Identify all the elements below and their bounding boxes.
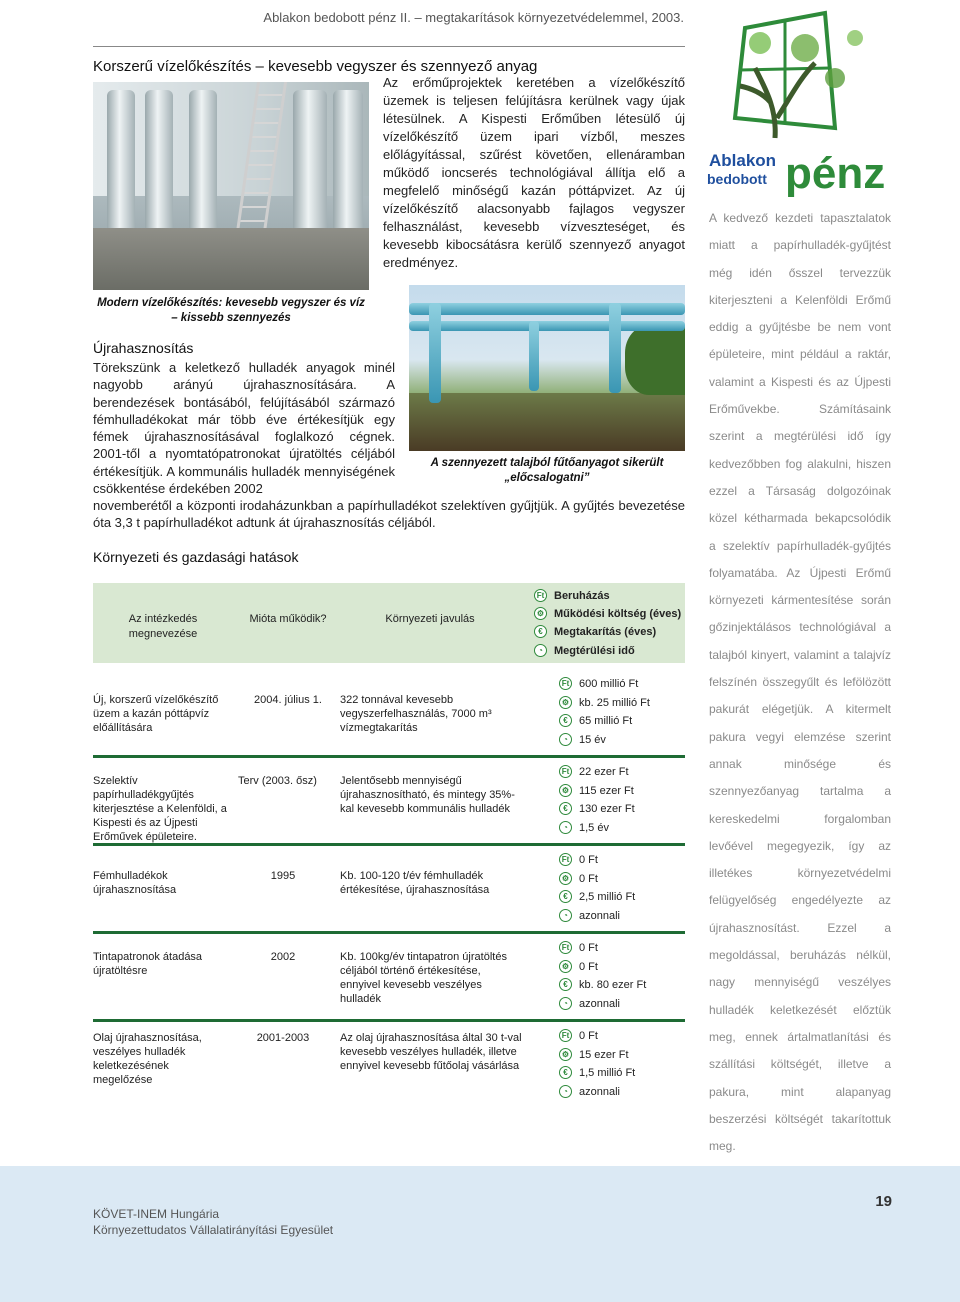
col-header-measure: Az intézkedés megnevezése: [128, 613, 198, 640]
savings-icon: €: [559, 890, 572, 903]
footer-org-name: KÖVET-INEM Hungária: [93, 1207, 220, 1221]
operating-cost-icon: ⚙: [534, 607, 547, 620]
row4-operating-cost: ⚙ 0 Ft: [559, 960, 598, 973]
row4-savings: € kb. 80 ezer Ft: [559, 978, 646, 991]
row-separator: [93, 1019, 685, 1022]
investment-icon: Ft: [559, 941, 572, 954]
savings-icon: €: [559, 802, 572, 815]
row4-measure: Tintapatronok átadása újratöltésre: [93, 951, 203, 977]
operating-cost-icon: ⚙: [559, 784, 572, 797]
row5-savings: € 1,5 millió Ft: [559, 1066, 635, 1079]
row2-improvement: Jelentősebb mennyiségű újrahasznosítható, és mintegy 35%-kal kevesebb kommunális hulladék: [340, 775, 515, 815]
operating-cost-icon: ⚙: [559, 872, 572, 885]
row3-since: 1995: [270, 870, 296, 882]
legend-payback: ◔ Megtérülési idő: [534, 644, 635, 657]
payback-icon: ◔: [559, 821, 572, 834]
row-separator: [93, 755, 685, 758]
row3-savings: € 2,5 millió Ft: [559, 890, 635, 903]
svg-text:Ablakon: Ablakon: [709, 151, 777, 170]
row3-improvement: Kb. 100-120 t/év fémhulladék értékesítése, újrahasznosítása: [340, 870, 490, 896]
row5-payback: ◔ azonnali: [559, 1085, 620, 1098]
svg-text:bedobott: bedobott: [707, 171, 767, 187]
row5-since: 2001-2003: [256, 1032, 310, 1044]
row1-operating-cost: ⚙ kb. 25 millió Ft: [559, 696, 650, 709]
row5-measure: Olaj újrahasznosítása, veszélyes hulladék keletkezésének megelőzése: [93, 1032, 202, 1086]
photo1-caption: Modern vízelőkészítés: kevesebb vegyszer és víz – kissebb szennyezés: [97, 297, 365, 324]
savings-icon: €: [534, 625, 547, 638]
sidebar-paragraph: A kedvező kezdeti tapasztalatok miatt a papírhulladék-gyűjtést még idén ősszel tervezzük kiterjeszteni a Kelenföldi Erőmű eddig a gyűjtésbe be nem vont épületeire, mint például a raktár, valamint a Kispesti és az Újpesti Erőművekbe. Számításaink szerint a megtérülési idő így kedvezőbben fog alakulni, hiszen ezzel a Társaság dolgozóinak közel kétharmada bekapcsolódik a szelektív papírhulladék-gyűjtés folyamatába. Az Újpesti Erőmű környezeti kármentesítése során gőzinjektálásos technológiával a talajból kinyert, valamint a talajvíz felszínén összegyűlt és lefölözött pakurát elégetjük. A kitermelt pakura vegyi elemzése szerint annak minősége és szennyezőanyag tartalma a kereskedelmi forgalomban levőével megegyezik, így az illetékes környezetvédelmi felügyelőség engedélyezte az újrahasznosítást. Ezzel a megoldással, beruházás nélkül, nagy mennyiségű veszélyes hulladék keletkezését előztük meg, ennek ártalmatlanítási és szállítási költségét, illetve a pakura, mint alapanyag beszerzési költségét takarítottuk meg.: [709, 211, 891, 1154]
row-separator: [93, 931, 685, 934]
ablakon-bedobott-penz-logo: [705, 8, 895, 198]
row1-payback: ◔ 15 év: [559, 733, 606, 746]
legend-savings: € Megtakarítás (éves): [534, 625, 656, 638]
page-number: 19: [875, 1193, 892, 1210]
window-tree-icon: [705, 8, 895, 148]
row2-operating-cost: ⚙ 115 ezer Ft: [559, 784, 634, 797]
footer-organization: [93, 1206, 333, 1238]
row3-investment: Ft 0 Ft: [559, 853, 598, 866]
header-rule: [93, 46, 685, 47]
row2-savings: € 130 ezer Ft: [559, 802, 635, 815]
investment-icon: Ft: [534, 589, 547, 602]
investment-icon: Ft: [559, 853, 572, 866]
photo2-caption: A szennyezett talajból fűtőanyagot sikerült „előcsalogatni”: [430, 457, 664, 484]
payback-icon: ◔: [559, 733, 572, 746]
intro-paragraph: Az erőműprojektek keretében a vízelőkészítő üzemek is teljesen felújításra kerülnek vagy újak létesülnek. A Kispesti Erőműben létesülő új vízelőkészítő üzem ipari vízből, meszes előlágyítással, szűrést követően, ellenáramban működő ioncserés technológiával állítja elő a megfelelő minőségű kazán póttápvizet. Az új vízelőkészítő alacsonyabb fajlagos vegyszer felhasználást, kevesebb vízveszteséget, és kevesebb kibocsátásra kerülő szennyező anyagot eredményez.: [383, 75, 685, 270]
row5-improvement: Az olaj újrahasznosítása által 30 t-val kevesebb veszélyes hulladék, illetve ennyivel kevesebb fűtőolaj vásárlása: [340, 1032, 522, 1072]
investment-icon: Ft: [559, 1029, 572, 1042]
row2-measure: Szelektív papírhulladékgyűjtés kiterjesztése a Kelenföldi, a Kispesti és az Újpesti Erőművek épületeire.: [93, 775, 227, 843]
contaminated-soil-photo: [409, 285, 685, 451]
recycling-paragraph: Törekszünk a keletkező hulladék anyagok minél nagyobb arányú újrahasznosítására. A berendezések bontásából, felújításából származó fémhulladékokat már több éve értékesítjük egy fémek újrahasznosításával foglalkozó cégnek. 2001-től a nyomtatópatronokat újratöltés céljából értékesítjük. A kommunális hulladék mennyiségének csökkentése érdekében 2002: [93, 360, 395, 497]
row-separator: [93, 843, 685, 846]
row4-payback: ◔ azonnali: [559, 997, 620, 1010]
running-header: Ablakon bedobott pénz II. – megtakarítások környezetvédelemmel, 2003.: [263, 10, 684, 25]
row2-payback: ◔ 1,5 év: [559, 821, 609, 834]
payback-icon: ◔: [559, 1085, 572, 1098]
savings-icon: €: [559, 1066, 572, 1079]
recycling-heading: Újrahasznosítás: [93, 340, 194, 356]
row4-improvement: Kb. 100kg/év tintapatron újratöltés céljából történő értékesítése, ennyivel kevesebb veszélyes hulladék: [340, 951, 507, 1005]
operating-cost-icon: ⚙: [559, 696, 572, 709]
svg-text:pénz: pénz: [785, 149, 886, 198]
operating-cost-icon: ⚙: [559, 960, 572, 973]
recycling-paragraph-cont: novemberétől a központi irodaházunkban a papírhulladékot szelektíven gyűjtjük. A gyűjtés bevezetése óta 3,3 t papírhulladékot adtunk át újrahasznosítás céljából.: [93, 498, 685, 531]
row3-measure: Fémhulladékok újrahasznosítása: [93, 870, 177, 896]
legend-investment: Ft Beruházás: [534, 589, 610, 602]
row4-investment: Ft 0 Ft: [559, 941, 598, 954]
row4-since: 2002: [270, 951, 296, 963]
row5-investment: Ft 0 Ft: [559, 1029, 598, 1042]
row5-operating-cost: ⚙ 15 ezer Ft: [559, 1048, 629, 1061]
savings-icon: €: [559, 978, 572, 991]
investment-icon: Ft: [559, 677, 572, 690]
section-title: Korszerű vízelőkészítés – kevesebb vegyszer és szennyező anyag: [93, 58, 538, 75]
row1-since: 2004. július 1.: [254, 694, 322, 706]
row2-investment: Ft 22 ezer Ft: [559, 765, 629, 778]
logo-wordmark: [705, 146, 895, 198]
payback-icon: ◔: [559, 909, 572, 922]
col-header-since: Mióta működik?: [249, 613, 327, 625]
payback-icon: ◔: [534, 644, 547, 657]
savings-icon: €: [559, 714, 572, 727]
row1-investment: Ft 600 millió Ft: [559, 677, 638, 690]
row1-improvement: 322 tonnával kevesebb vegyszerfelhasználás, 7000 m³ vízmegtakarítás: [340, 694, 492, 734]
col-header-improvement: Környezeti javulás: [385, 613, 475, 625]
row1-measure: Új, korszerű vízelőkészítő üzem a kazán póttápvíz előállítására: [93, 694, 219, 734]
row2-since: Terv (2003. ősz): [238, 775, 317, 787]
row3-operating-cost: ⚙ 0 Ft: [559, 872, 598, 885]
investment-icon: Ft: [559, 765, 572, 778]
footer-org-subtitle: Környezettudatos Vállalatirányítási Egyesület: [93, 1223, 334, 1237]
operating-cost-icon: ⚙: [559, 1048, 572, 1061]
row1-savings: € 65 millió Ft: [559, 714, 632, 727]
water-treatment-photo: [93, 82, 369, 290]
impacts-heading: Környezeti és gazdasági hatások: [93, 549, 299, 565]
payback-icon: ◔: [559, 997, 572, 1010]
legend-operating-cost: ⚙ Működési költség (éves): [534, 607, 681, 620]
row3-payback: ◔ azonnali: [559, 909, 620, 922]
